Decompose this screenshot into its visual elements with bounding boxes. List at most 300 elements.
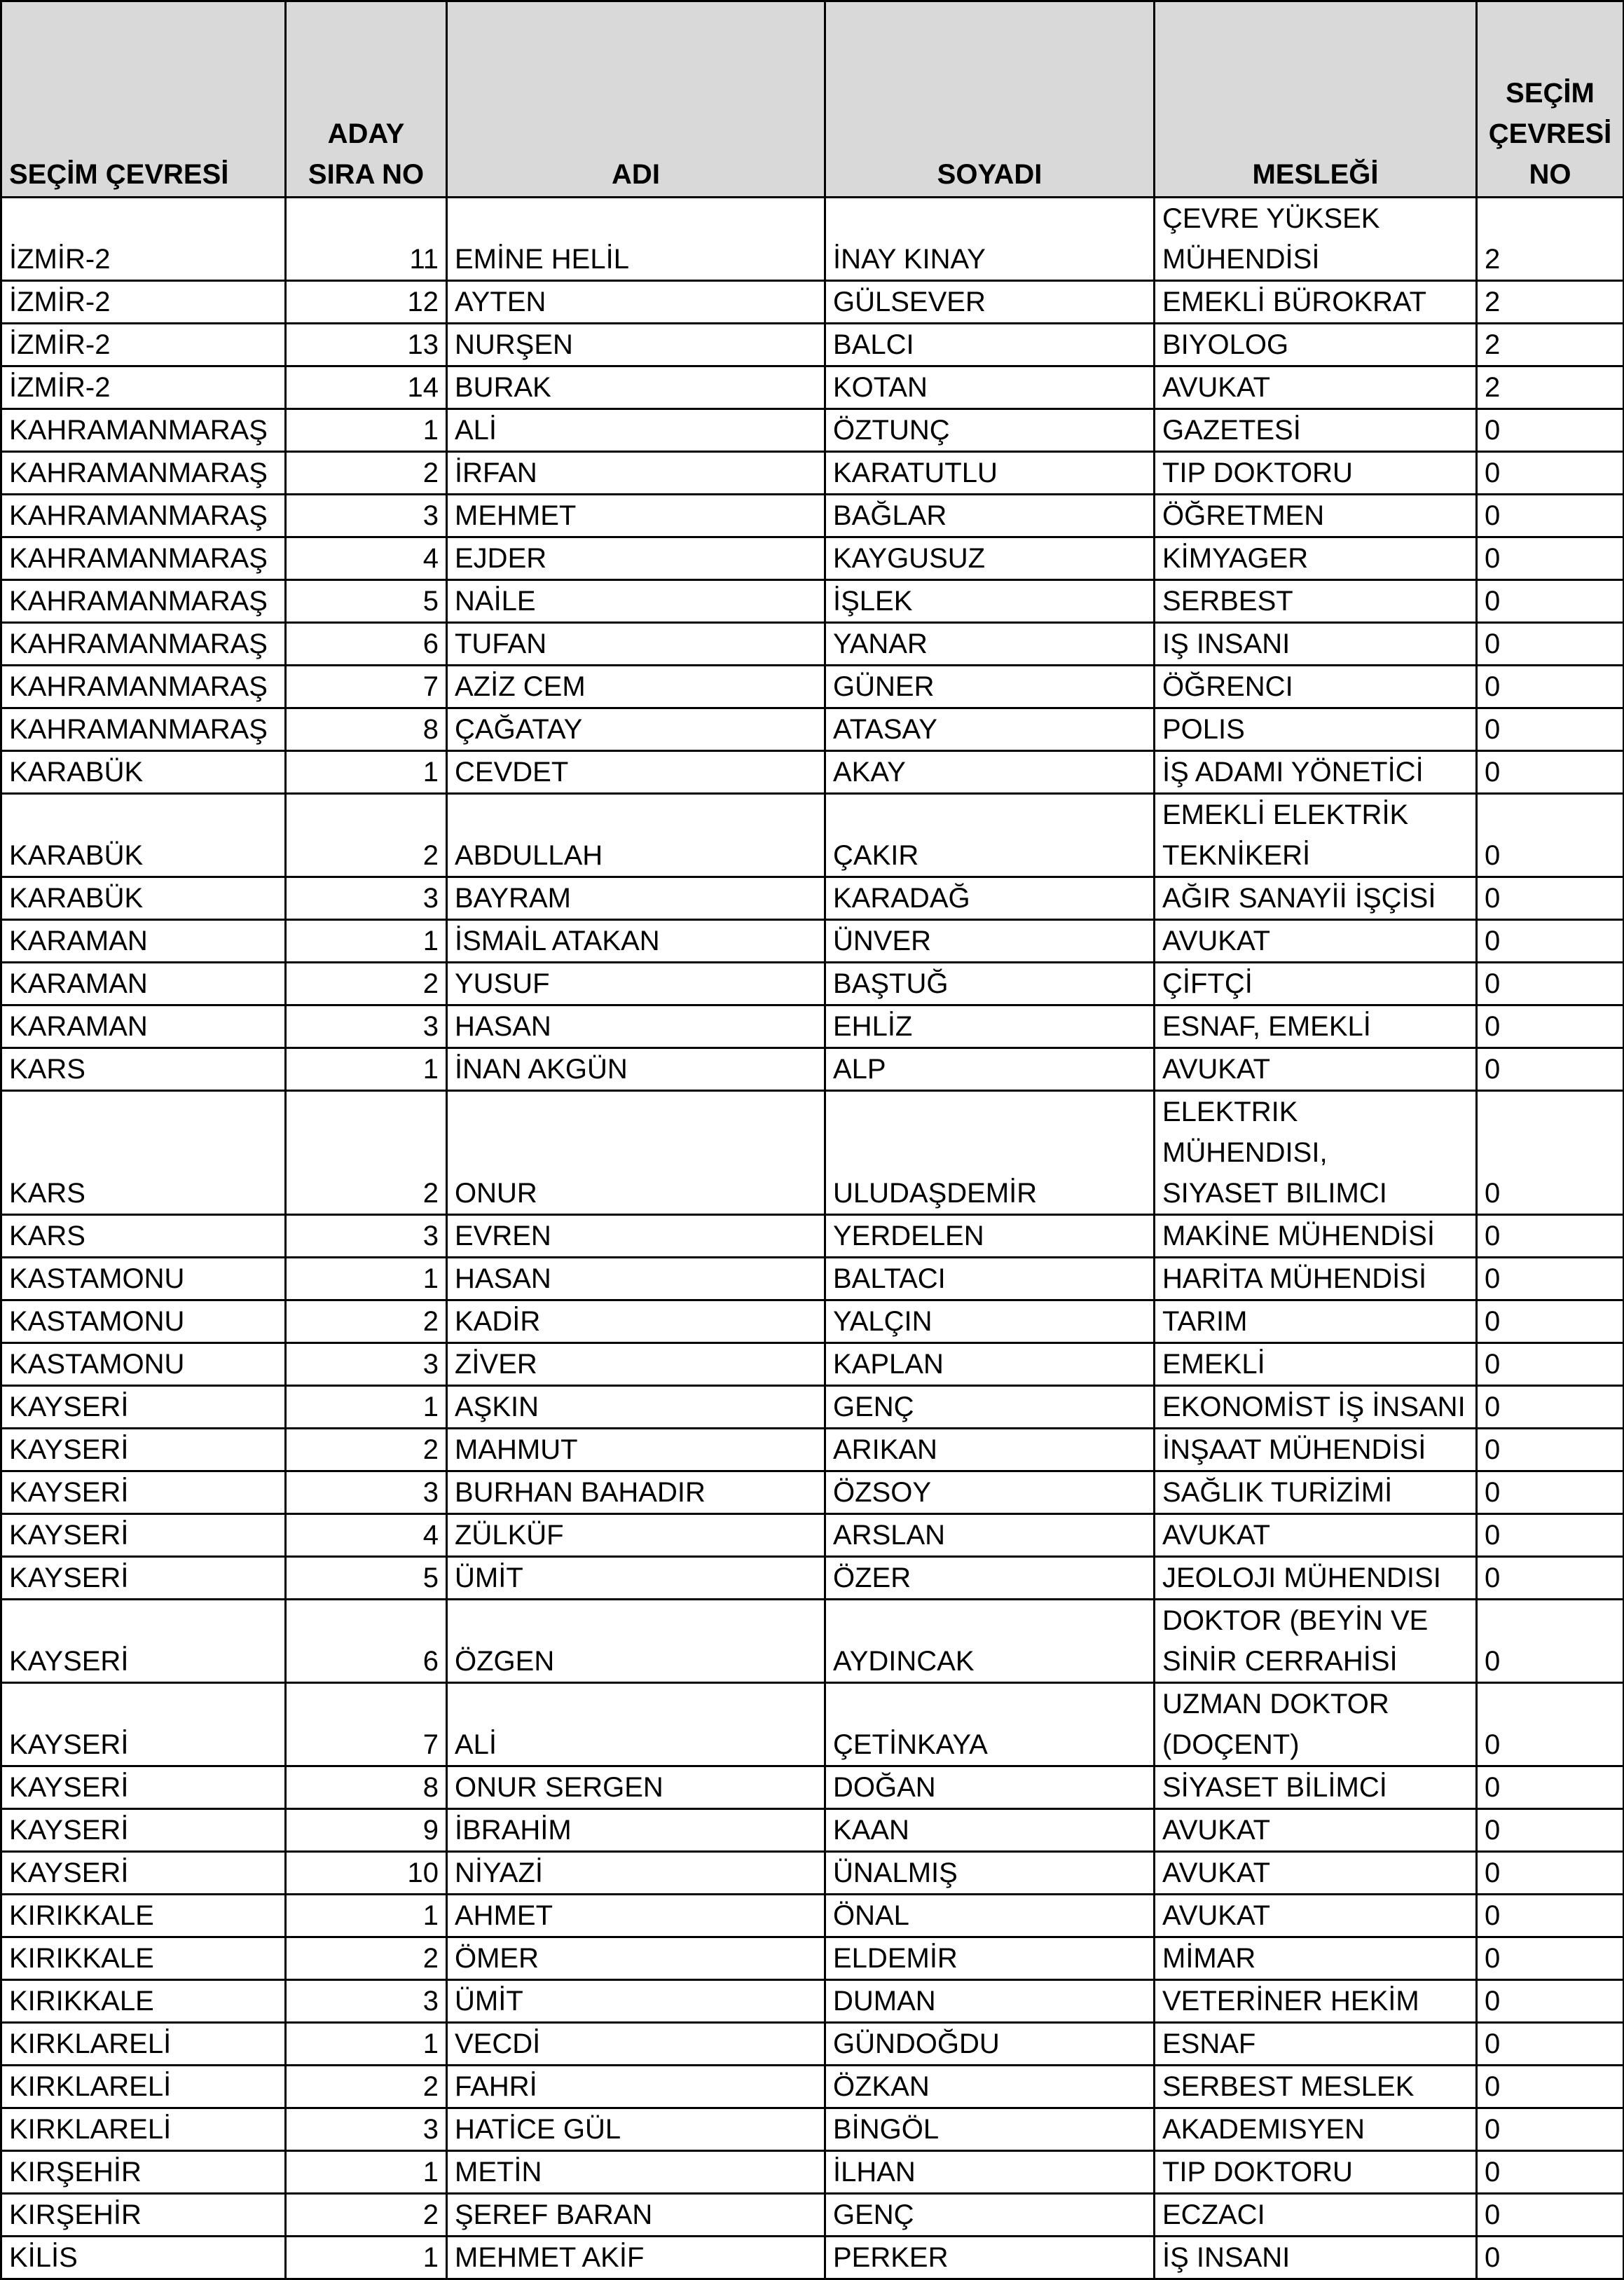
cell-name: ZİVER	[447, 1343, 825, 1386]
cell-surname: DOĞAN	[825, 1766, 1155, 1809]
table-row	[1, 1852, 1624, 1895]
cell-order: 1	[286, 2237, 447, 2279]
cell-surname: ATASAY	[825, 708, 1155, 751]
cell-district-no: 0	[1477, 580, 1624, 623]
cell-district-no: 0	[1477, 1005, 1624, 1048]
cell-order: 1	[286, 2023, 447, 2066]
header-district-no: SEÇİM ÇEVRESİ NO	[1477, 1, 1624, 198]
table-row	[1, 452, 1624, 495]
cell-order: 7	[286, 1683, 447, 1766]
table-row	[1, 2023, 1624, 2066]
cell-order: 2	[286, 1429, 447, 1471]
cell-district-no: 0	[1477, 495, 1624, 537]
cell-profession: AVUKAT	[1155, 1895, 1477, 1937]
cell-profession: SİYASET BİLİMCİ	[1155, 1766, 1477, 1809]
table-row	[1, 1683, 1624, 1766]
table-row	[1, 1980, 1624, 2023]
cell-order: 1	[286, 1048, 447, 1091]
cell-district: KAYSERİ	[1, 1429, 286, 1471]
table-row	[1, 751, 1624, 794]
cell-district: KIRKLARELİ	[1, 2066, 286, 2108]
cell-district: KASTAMONU	[1, 1343, 286, 1386]
cell-order: 12	[286, 281, 447, 324]
cell-surname: GÜNER	[825, 666, 1155, 708]
cell-surname: GÜLSEVER	[825, 281, 1155, 324]
table-row	[1, 409, 1624, 452]
cell-profession: AVUKAT	[1155, 1514, 1477, 1557]
cell-surname: BALTACI	[825, 1258, 1155, 1300]
cell-profession: GAZETESİ	[1155, 409, 1477, 452]
cell-profession: TIP DOKTORU	[1155, 452, 1477, 495]
cell-district: KİLİS	[1, 2237, 286, 2279]
cell-profession: HARİTA MÜHENDİSİ	[1155, 1258, 1477, 1300]
table-row	[1, 1809, 1624, 1852]
cell-order: 7	[286, 666, 447, 708]
cell-district-no: 0	[1477, 452, 1624, 495]
cell-name: ALİ	[447, 409, 825, 452]
cell-district-no: 2	[1477, 198, 1624, 281]
cell-district: KARS	[1, 1215, 286, 1258]
cell-profession: DOKTOR (BEYİN VE SİNİR CERRAHİSİ	[1155, 1600, 1477, 1683]
cell-district: KIRKLARELİ	[1, 2023, 286, 2066]
cell-surname: PERKER	[825, 2237, 1155, 2279]
table-row	[1, 2066, 1624, 2108]
cell-name: EVREN	[447, 1215, 825, 1258]
cell-district-no: 0	[1477, 1980, 1624, 2023]
cell-order: 9	[286, 1809, 447, 1852]
cell-profession: İŞ ADAMI YÖNETİCİ	[1155, 751, 1477, 794]
cell-profession: AVUKAT	[1155, 366, 1477, 409]
cell-district-no: 0	[1477, 1091, 1624, 1215]
cell-order: 1	[286, 1386, 447, 1429]
cell-order: 3	[286, 1005, 447, 1048]
cell-district-no: 0	[1477, 751, 1624, 794]
table-row	[1, 1005, 1624, 1048]
table-row	[1, 1429, 1624, 1471]
cell-name: ÜMİT	[447, 1980, 825, 2023]
cell-surname: GÜNDOĞDU	[825, 2023, 1155, 2066]
cell-profession: UZMAN DOKTOR (DOÇENT)	[1155, 1683, 1477, 1766]
cell-profession: IŞ INSANI	[1155, 623, 1477, 666]
cell-profession: MAKİNE MÜHENDİSİ	[1155, 1215, 1477, 1258]
cell-profession: ÇİFTÇİ	[1155, 963, 1477, 1005]
table-row	[1, 366, 1624, 409]
cell-district-no: 0	[1477, 1600, 1624, 1683]
cell-surname: İŞLEK	[825, 580, 1155, 623]
cell-name: MAHMUT	[447, 1429, 825, 1471]
cell-profession: EMEKLİ BÜROKRAT	[1155, 281, 1477, 324]
cell-district-no: 0	[1477, 1386, 1624, 1429]
cell-district-no: 0	[1477, 1429, 1624, 1471]
cell-profession: AVUKAT	[1155, 1852, 1477, 1895]
table-row	[1, 2151, 1624, 2194]
cell-name: KADİR	[447, 1300, 825, 1343]
table-row	[1, 1386, 1624, 1429]
cell-order: 2	[286, 2066, 447, 2108]
cell-surname: YANAR	[825, 623, 1155, 666]
cell-order: 11	[286, 198, 447, 281]
cell-surname: ÜNALMIŞ	[825, 1852, 1155, 1895]
cell-district: KAHRAMANMARAŞ	[1, 708, 286, 751]
table-row	[1, 1343, 1624, 1386]
header-profession: MESLEĞİ	[1155, 1, 1477, 198]
cell-name: HASAN	[447, 1005, 825, 1048]
cell-surname: KAYGUSUZ	[825, 537, 1155, 580]
cell-order: 1	[286, 920, 447, 963]
cell-district: KAHRAMANMARAŞ	[1, 537, 286, 580]
cell-district: KARAMAN	[1, 963, 286, 1005]
cell-name: AZİZ CEM	[447, 666, 825, 708]
table-row	[1, 1048, 1624, 1091]
cell-name: ÖMER	[447, 1937, 825, 1980]
table-row	[1, 324, 1624, 366]
cell-order: 5	[286, 580, 447, 623]
cell-order: 6	[286, 623, 447, 666]
cell-profession: KİMYAGER	[1155, 537, 1477, 580]
cell-name: TUFAN	[447, 623, 825, 666]
cell-district-no: 0	[1477, 1809, 1624, 1852]
cell-surname: ARIKAN	[825, 1429, 1155, 1471]
cell-name: ÇAĞATAY	[447, 708, 825, 751]
cell-district-no: 0	[1477, 1852, 1624, 1895]
cell-district-no: 0	[1477, 963, 1624, 1005]
cell-district: KAYSERİ	[1, 1852, 286, 1895]
cell-order: 14	[286, 366, 447, 409]
cell-profession: ECZACI	[1155, 2194, 1477, 2237]
cell-profession: AKADEMISYEN	[1155, 2108, 1477, 2151]
table-row	[1, 1895, 1624, 1937]
cell-district: KIRŞEHİR	[1, 2194, 286, 2237]
cell-district-no: 0	[1477, 666, 1624, 708]
cell-order: 4	[286, 537, 447, 580]
cell-district-no: 0	[1477, 2151, 1624, 2194]
cell-order: 8	[286, 1766, 447, 1809]
table-row	[1, 1258, 1624, 1300]
cell-district-no: 0	[1477, 1514, 1624, 1557]
cell-order: 8	[286, 708, 447, 751]
cell-district-no: 0	[1477, 537, 1624, 580]
cell-name: AHMET	[447, 1895, 825, 1937]
cell-name: ZÜLKÜF	[447, 1514, 825, 1557]
cell-district: KARABÜK	[1, 751, 286, 794]
cell-district: KASTAMONU	[1, 1258, 286, 1300]
cell-profession: TIP DOKTORU	[1155, 2151, 1477, 2194]
cell-name: BAYRAM	[447, 877, 825, 920]
table-row	[1, 1600, 1624, 1683]
cell-surname: İNAY KINAY	[825, 198, 1155, 281]
table-row	[1, 1471, 1624, 1514]
cell-profession: AVUKAT	[1155, 920, 1477, 963]
table-row	[1, 623, 1624, 666]
cell-district-no: 0	[1477, 623, 1624, 666]
table-row	[1, 2108, 1624, 2151]
cell-district-no: 2	[1477, 366, 1624, 409]
cell-name: FAHRİ	[447, 2066, 825, 2108]
table-row	[1, 1514, 1624, 1557]
cell-surname: KARATUTLU	[825, 452, 1155, 495]
cell-surname: ELDEMİR	[825, 1937, 1155, 1980]
cell-district-no: 0	[1477, 2066, 1624, 2108]
cell-name: İBRAHİM	[447, 1809, 825, 1852]
cell-district-no: 0	[1477, 1215, 1624, 1258]
table-row	[1, 1300, 1624, 1343]
cell-district-no: 0	[1477, 877, 1624, 920]
cell-profession: ELEKTRIK MÜHENDISI, SIYASET BILIMCI	[1155, 1091, 1477, 1215]
cell-district: KIRIKKALE	[1, 1980, 286, 2023]
cell-order: 2	[286, 2194, 447, 2237]
cell-order: 2	[286, 963, 447, 1005]
table-row	[1, 666, 1624, 708]
cell-district: KAYSERİ	[1, 1683, 286, 1766]
cell-surname: İLHAN	[825, 2151, 1155, 2194]
cell-surname: ULUDAŞDEMİR	[825, 1091, 1155, 1215]
cell-district-no: 0	[1477, 1048, 1624, 1091]
cell-surname: BAŞTUĞ	[825, 963, 1155, 1005]
cell-district: KAHRAMANMARAŞ	[1, 580, 286, 623]
cell-profession: İŞ INSANI	[1155, 2237, 1477, 2279]
cell-surname: ÜNVER	[825, 920, 1155, 963]
cell-district-no: 0	[1477, 2108, 1624, 2151]
cell-name: ONUR SERGEN	[447, 1766, 825, 1809]
cell-order: 2	[286, 794, 447, 877]
header-district: SEÇİM ÇEVRESİ	[1, 1, 286, 198]
cell-name: MEHMET	[447, 495, 825, 537]
cell-profession: VETERİNER HEKİM	[1155, 1980, 1477, 2023]
table-row	[1, 1937, 1624, 1980]
table-row	[1, 963, 1624, 1005]
cell-district-no: 0	[1477, 920, 1624, 963]
table-row	[1, 1215, 1624, 1258]
cell-district-no: 0	[1477, 409, 1624, 452]
cell-profession: BIYOLOG	[1155, 324, 1477, 366]
header-row	[1, 1, 1624, 198]
cell-profession: İNŞAAT MÜHENDİSİ	[1155, 1429, 1477, 1471]
cell-surname: DUMAN	[825, 1980, 1155, 2023]
cell-surname: ÇAKIR	[825, 794, 1155, 877]
table-row	[1, 537, 1624, 580]
cell-order: 13	[286, 324, 447, 366]
cell-district: KARABÜK	[1, 794, 286, 877]
cell-profession: SERBEST MESLEK	[1155, 2066, 1477, 2108]
cell-name: HATİCE GÜL	[447, 2108, 825, 2151]
cell-district: KIRIKKALE	[1, 1937, 286, 1980]
cell-profession: EMEKLİ	[1155, 1343, 1477, 1386]
cell-name: AŞKIN	[447, 1386, 825, 1429]
header-surname: SOYADI	[825, 1, 1155, 198]
cell-order: 10	[286, 1852, 447, 1895]
cell-district: KAHRAMANMARAŞ	[1, 623, 286, 666]
cell-surname: AYDINCAK	[825, 1600, 1155, 1683]
cell-district-no: 2	[1477, 281, 1624, 324]
table-row	[1, 708, 1624, 751]
cell-district: KARAMAN	[1, 1005, 286, 1048]
cell-profession: MİMAR	[1155, 1937, 1477, 1980]
cell-district: KIRŞEHİR	[1, 2151, 286, 2194]
table-row	[1, 198, 1624, 281]
table-row	[1, 2194, 1624, 2237]
cell-surname: KAAN	[825, 1809, 1155, 1852]
cell-district: KAYSERİ	[1, 1514, 286, 1557]
cell-order: 3	[286, 1980, 447, 2023]
cell-district-no: 0	[1477, 1258, 1624, 1300]
cell-name: CEVDET	[447, 751, 825, 794]
header-order: ADAY SIRA NO	[286, 1, 447, 198]
cell-profession: SAĞLIK TURİZİMİ	[1155, 1471, 1477, 1514]
cell-name: ALİ	[447, 1683, 825, 1766]
cell-district: İZMİR-2	[1, 366, 286, 409]
cell-district: KARABÜK	[1, 877, 286, 920]
cell-surname: BAĞLAR	[825, 495, 1155, 537]
cell-name: HASAN	[447, 1258, 825, 1300]
cell-name: ONUR	[447, 1091, 825, 1215]
cell-profession: AĞIR SANAYİİ İŞÇİSİ	[1155, 877, 1477, 920]
cell-name: ABDULLAH	[447, 794, 825, 877]
table-row	[1, 1766, 1624, 1809]
cell-name: EMİNE HELİL	[447, 198, 825, 281]
cell-surname: AKAY	[825, 751, 1155, 794]
cell-name: NURŞEN	[447, 324, 825, 366]
header-name: ADI	[447, 1, 825, 198]
cell-order: 3	[286, 1343, 447, 1386]
cell-name: İNAN AKGÜN	[447, 1048, 825, 1091]
cell-profession: POLIS	[1155, 708, 1477, 751]
cell-district: KAYSERİ	[1, 1809, 286, 1852]
cell-district-no: 0	[1477, 1343, 1624, 1386]
cell-district: KARS	[1, 1048, 286, 1091]
cell-order: 4	[286, 1514, 447, 1557]
cell-district-no: 0	[1477, 794, 1624, 877]
cell-surname: EHLİZ	[825, 1005, 1155, 1048]
cell-surname: GENÇ	[825, 2194, 1155, 2237]
cell-surname: KAPLAN	[825, 1343, 1155, 1386]
cell-order: 1	[286, 1258, 447, 1300]
cell-district-no: 0	[1477, 1766, 1624, 1809]
cell-surname: KARADAĞ	[825, 877, 1155, 920]
cell-surname: BİNGÖL	[825, 2108, 1155, 2151]
cell-district-no: 0	[1477, 1683, 1624, 1766]
cell-surname: ÖZER	[825, 1557, 1155, 1600]
cell-order: 1	[286, 2151, 447, 2194]
table-body	[1, 198, 1624, 2279]
cell-profession: AVUKAT	[1155, 1809, 1477, 1852]
cell-district-no: 0	[1477, 708, 1624, 751]
cell-profession: ESNAF	[1155, 2023, 1477, 2066]
cell-surname: ARSLAN	[825, 1514, 1155, 1557]
cell-name: EJDER	[447, 537, 825, 580]
table-row	[1, 281, 1624, 324]
cell-district: KIRIKKALE	[1, 1895, 286, 1937]
cell-name: ÖZGEN	[447, 1600, 825, 1683]
cell-name: ŞEREF BARAN	[447, 2194, 825, 2237]
cell-district: KAYSERİ	[1, 1471, 286, 1514]
cell-district: KAHRAMANMARAŞ	[1, 666, 286, 708]
cell-profession: SERBEST	[1155, 580, 1477, 623]
table-row	[1, 1091, 1624, 1215]
cell-surname: ALP	[825, 1048, 1155, 1091]
cell-district: KAYSERİ	[1, 1386, 286, 1429]
cell-district: KARAMAN	[1, 920, 286, 963]
cell-profession: ESNAF, EMEKLİ	[1155, 1005, 1477, 1048]
cell-order: 3	[286, 495, 447, 537]
table-row	[1, 580, 1624, 623]
cell-district: KAHRAMANMARAŞ	[1, 409, 286, 452]
cell-name: MEHMET AKİF	[447, 2237, 825, 2279]
cell-district: İZMİR-2	[1, 324, 286, 366]
cell-district-no: 0	[1477, 1557, 1624, 1600]
cell-district-no: 0	[1477, 2023, 1624, 2066]
cell-order: 6	[286, 1600, 447, 1683]
cell-profession: TARIM	[1155, 1300, 1477, 1343]
cell-district-no: 0	[1477, 2194, 1624, 2237]
cell-order: 3	[286, 1215, 447, 1258]
cell-name: BURHAN BAHADIR	[447, 1471, 825, 1514]
cell-name: VECDİ	[447, 2023, 825, 2066]
cell-district-no: 2	[1477, 324, 1624, 366]
cell-district: KAHRAMANMARAŞ	[1, 452, 286, 495]
cell-order: 5	[286, 1557, 447, 1600]
cell-profession: ÖĞRENCI	[1155, 666, 1477, 708]
cell-district: İZMİR-2	[1, 281, 286, 324]
cell-order: 1	[286, 751, 447, 794]
cell-profession: JEOLOJI MÜHENDISI	[1155, 1557, 1477, 1600]
cell-name: ÜMİT	[447, 1557, 825, 1600]
cell-name: AYTEN	[447, 281, 825, 324]
cell-district: KAHRAMANMARAŞ	[1, 495, 286, 537]
cell-name: YUSUF	[447, 963, 825, 1005]
table-row	[1, 2237, 1624, 2279]
cell-surname: GENÇ	[825, 1386, 1155, 1429]
cell-order: 3	[286, 2108, 447, 2151]
cell-name: NAİLE	[447, 580, 825, 623]
cell-surname: ÇETİNKAYA	[825, 1683, 1155, 1766]
cell-district-no: 0	[1477, 2237, 1624, 2279]
cell-district: KAYSERİ	[1, 1557, 286, 1600]
cell-district-no: 0	[1477, 1937, 1624, 1980]
cell-district: KAYSERİ	[1, 1600, 286, 1683]
cell-name: NİYAZİ	[447, 1852, 825, 1895]
cell-order: 2	[286, 1300, 447, 1343]
cell-surname: YALÇIN	[825, 1300, 1155, 1343]
cell-district: KAYSERİ	[1, 1766, 286, 1809]
cell-surname: ÖNAL	[825, 1895, 1155, 1937]
cell-profession: ÖĞRETMEN	[1155, 495, 1477, 537]
cell-surname: ÖZKAN	[825, 2066, 1155, 2108]
cell-district: KASTAMONU	[1, 1300, 286, 1343]
cell-district-no: 0	[1477, 1471, 1624, 1514]
cell-surname: YERDELEN	[825, 1215, 1155, 1258]
cell-surname: KOTAN	[825, 366, 1155, 409]
table-row	[1, 1557, 1624, 1600]
cell-order: 1	[286, 1895, 447, 1937]
table-row	[1, 495, 1624, 537]
cell-name: METİN	[447, 2151, 825, 2194]
cell-order: 3	[286, 1471, 447, 1514]
cell-order: 1	[286, 409, 447, 452]
cell-district-no: 0	[1477, 1895, 1624, 1937]
cell-surname: BALCI	[825, 324, 1155, 366]
cell-profession: AVUKAT	[1155, 1048, 1477, 1091]
table-row	[1, 877, 1624, 920]
cell-order: 3	[286, 877, 447, 920]
cell-profession: EKONOMİST İŞ İNSANI	[1155, 1386, 1477, 1429]
cell-district: KARS	[1, 1091, 286, 1215]
table-row	[1, 920, 1624, 963]
cell-district: KIRKLARELİ	[1, 2108, 286, 2151]
cell-profession: EMEKLİ ELEKTRİK TEKNİKERİ	[1155, 794, 1477, 877]
cell-district: İZMİR-2	[1, 198, 286, 281]
cell-order: 2	[286, 1937, 447, 1980]
cell-order: 2	[286, 1091, 447, 1215]
